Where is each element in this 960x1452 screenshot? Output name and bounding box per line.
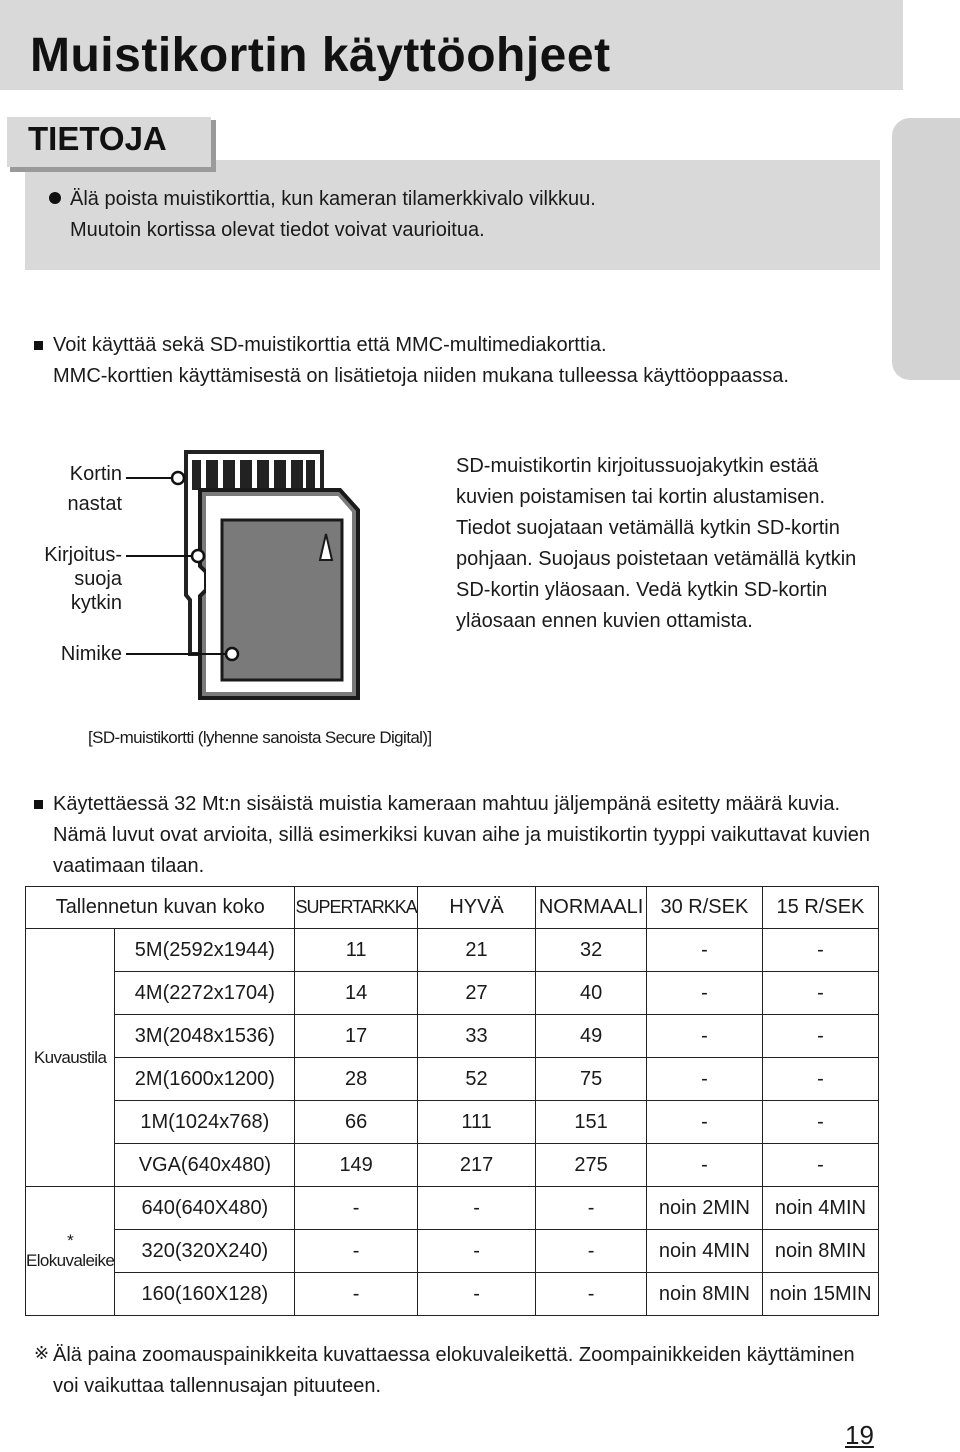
label-write-protect-line3: kytkin xyxy=(70,592,122,614)
table-cell: - xyxy=(762,1058,878,1101)
card-pin xyxy=(291,460,303,490)
intro-line: MMC-korttien käyttämisestä on lisätietoja niiden mukana tulleessa käyttöoppaassa. xyxy=(53,365,789,387)
table-cell: - xyxy=(295,1187,417,1230)
table-cell: - xyxy=(762,929,878,972)
table-cell: 111 xyxy=(417,1101,535,1144)
table-cell: 4M(2272x1704) xyxy=(115,972,295,1015)
bullet-square-icon xyxy=(34,800,43,809)
table-cell: 11 xyxy=(295,929,417,972)
table-cell: 151 xyxy=(536,1101,647,1144)
table-cell: 49 xyxy=(536,1015,647,1058)
card-description-line: Tiedot suojataan vetämällä kytkin SD-kortin xyxy=(456,517,840,539)
note-line: voi vaikuttaa tallennusajan pituuteen. xyxy=(53,1375,382,1397)
table-cell: - xyxy=(646,1101,762,1144)
info-line: Muutoin kortissa olevat tiedot voivat vaurioitua. xyxy=(70,219,485,241)
table-header-cell: SUPERTARKKA xyxy=(295,887,417,929)
leader-dot xyxy=(192,550,204,562)
capacity-table xyxy=(25,886,879,1316)
card-description-line: SD-muistikortin kirjoitussuojakytkin estää xyxy=(456,455,819,477)
leader-dot xyxy=(172,472,184,484)
table-row xyxy=(26,1187,879,1230)
reference-mark-icon: ※ xyxy=(34,1343,50,1363)
table-cell: 28 xyxy=(295,1058,417,1101)
table-cell: noin 8MIN xyxy=(762,1230,878,1273)
card-pin xyxy=(306,460,315,490)
table-row xyxy=(26,1230,879,1273)
label-card-pins-line1: Kortin xyxy=(69,463,122,485)
card-pin xyxy=(257,460,269,490)
table-cell: noin 4MIN xyxy=(646,1230,762,1273)
card-description xyxy=(456,451,856,637)
table-cell: 75 xyxy=(536,1058,647,1101)
table-cell: noin 8MIN xyxy=(646,1273,762,1316)
table-cell: 17 xyxy=(295,1015,417,1058)
card-pin xyxy=(206,460,218,490)
bullet-square-icon xyxy=(34,341,43,350)
table-header-row xyxy=(26,887,879,929)
page-title: Muistikortin käyttöohjeet xyxy=(30,29,611,82)
leader-dot xyxy=(226,648,238,660)
table-header-cell: 30 R/SEK xyxy=(646,887,762,929)
table-cell: noin 4MIN xyxy=(762,1187,878,1230)
table-cell: 2M(1600x1200) xyxy=(115,1058,295,1101)
label-write-protect-line1: Kirjoitus- xyxy=(44,544,122,566)
card-pin xyxy=(240,460,252,490)
table-header-cell: 15 R/SEK xyxy=(762,887,878,929)
intro-line: Voit käyttää sekä SD-muistikorttia että MMC-multimediakorttia. xyxy=(53,334,607,356)
card-pin xyxy=(274,460,286,490)
table-cell: 640(640X480) xyxy=(115,1187,295,1230)
card-pin xyxy=(192,460,201,490)
table-cell: 320(320X240) xyxy=(115,1230,295,1273)
bullet-dot-icon xyxy=(49,192,61,204)
table-cell: - xyxy=(646,929,762,972)
table-header-cell: NORMAALI xyxy=(536,887,647,929)
info-line: Älä poista muistikorttia, kun kameran tilamerkkivalo vilkkuu. xyxy=(70,188,596,210)
table-cell: 217 xyxy=(417,1144,535,1187)
page-number: 19 xyxy=(845,1420,874,1450)
card-pin xyxy=(223,460,235,490)
table-cell: - xyxy=(417,1187,535,1230)
info-text xyxy=(70,184,596,246)
table-row xyxy=(26,972,879,1015)
table-cell: 21 xyxy=(417,929,535,972)
label-write-protect-line2: suoja xyxy=(74,568,122,590)
capacity-paragraph xyxy=(53,789,870,882)
capacity-line: vaatimaan tilaan. xyxy=(53,855,205,877)
table-cell: 1M(1024x768) xyxy=(115,1101,295,1144)
info-label: TIETOJA xyxy=(28,120,167,157)
table-cell: 3M(2048x1536) xyxy=(115,1015,295,1058)
card-description-line: kuvien poistamisen tai kortin alustamisen. xyxy=(456,486,826,508)
sd-card-illustration xyxy=(0,440,440,710)
table-cell: 52 xyxy=(417,1058,535,1101)
table-row xyxy=(26,1101,879,1144)
label-card-name: Nimike xyxy=(60,643,122,665)
group-still-label: Kuvaustila xyxy=(26,929,115,1187)
table-cell: - xyxy=(417,1273,535,1316)
table-cell: - xyxy=(295,1273,417,1316)
side-tab xyxy=(892,118,960,380)
table-header-cell: HYVÄ xyxy=(417,887,535,929)
table-row xyxy=(26,1144,879,1187)
table-cell: - xyxy=(646,1144,762,1187)
capacity-line: Käytettäessä 32 Mt:n sisäistä muistia kameraan mahtuu jäljempänä esitetty määrä kuvia. xyxy=(53,793,841,815)
table-cell: 66 xyxy=(295,1101,417,1144)
diagram-caption: [SD-muistikortti (lyhenne sanoista Secure Digital)] xyxy=(88,728,432,747)
note-paragraph xyxy=(53,1340,855,1402)
table-cell: - xyxy=(762,1015,878,1058)
capacity-line: Nämä luvut ovat arvioita, sillä esimerkiksi kuvan aihe ja muistikortin tyyppi vaikuttavat kuvien xyxy=(53,824,871,846)
table-cell: - xyxy=(295,1230,417,1273)
table-cell: 5M(2592x1944) xyxy=(115,929,295,972)
table-cell: 14 xyxy=(295,972,417,1015)
table-cell: noin 2MIN xyxy=(646,1187,762,1230)
note-line: Älä paina zoomauspainikkeita kuvattaessa elokuvaleikettä. Zoompainikkeiden käyttäminen xyxy=(53,1344,855,1366)
table-cell: noin 15MIN xyxy=(762,1273,878,1316)
table-cell: - xyxy=(417,1230,535,1273)
table-cell: 275 xyxy=(536,1144,647,1187)
table-cell: - xyxy=(646,1058,762,1101)
table-cell: 160(160X128) xyxy=(115,1273,295,1316)
table-cell: 40 xyxy=(536,972,647,1015)
table-cell: - xyxy=(646,972,762,1015)
table-cell: - xyxy=(536,1230,647,1273)
table-cell: 27 xyxy=(417,972,535,1015)
table-cell: - xyxy=(646,1015,762,1058)
table-cell: - xyxy=(536,1187,647,1230)
card-description-line: pohjaan. Suojaus poistetaan vetämällä kytkin xyxy=(456,548,857,570)
table-row xyxy=(26,1273,879,1316)
intro-paragraph xyxy=(53,330,789,392)
card-description-line: SD-kortin yläosaan. Vedä kytkin SD-kortin xyxy=(456,579,828,601)
table-row xyxy=(26,929,879,972)
table-cell: 149 xyxy=(295,1144,417,1187)
table-header-cell: Tallennetun kuvan koko xyxy=(26,887,295,929)
table-row xyxy=(26,1015,879,1058)
table-cell: 33 xyxy=(417,1015,535,1058)
table-cell: 32 xyxy=(536,929,647,972)
card-description-line: yläosaan ennen kuvien ottamista. xyxy=(456,610,753,632)
table-cell: - xyxy=(536,1273,647,1316)
table-cell: - xyxy=(762,1101,878,1144)
table-cell: - xyxy=(762,972,878,1015)
table-cell: VGA(640x480) xyxy=(115,1144,295,1187)
table-cell: - xyxy=(762,1144,878,1187)
group-movie-label: * Elokuvaleike xyxy=(26,1187,115,1316)
table-row xyxy=(26,1058,879,1101)
label-card-pins-line2: nastat xyxy=(67,493,122,515)
